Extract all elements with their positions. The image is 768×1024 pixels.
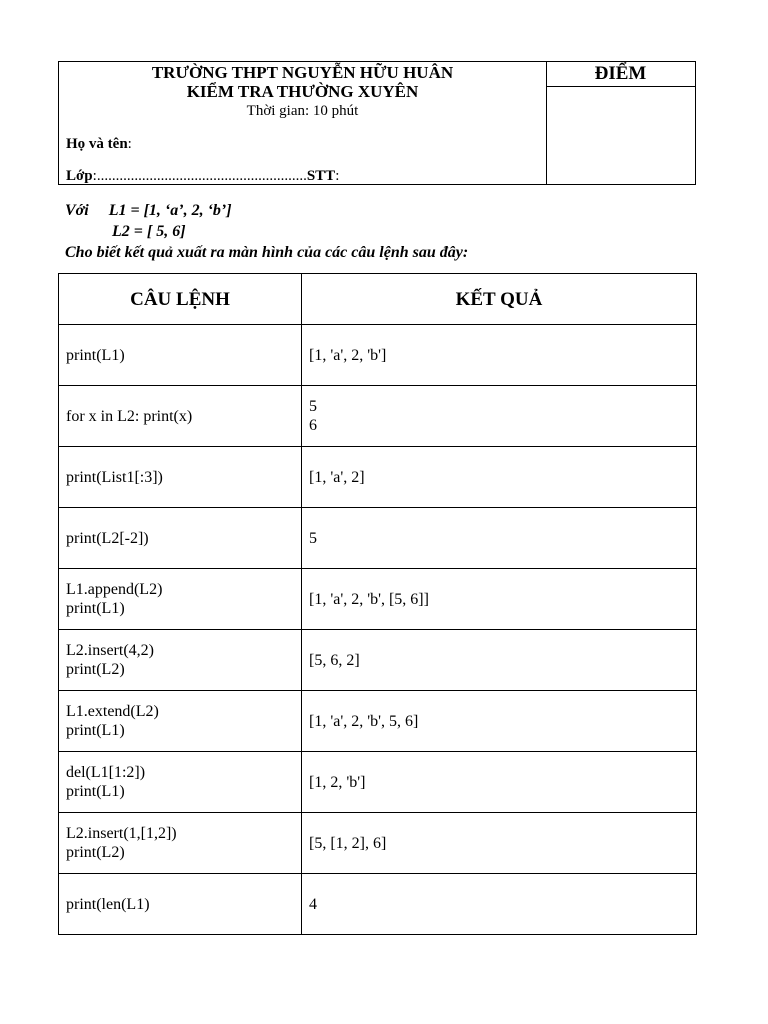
result-line: [1, 2, 'b'] [309,773,366,791]
column-header-command: CÂU LỆNH [59,274,302,325]
exam-header [58,61,696,185]
intro-instruction: Cho biết kết quả xuất ra màn hình của các câu lệnh sau đây: [65,244,469,261]
command-cell [59,508,302,569]
command-line: print(L2) [66,844,125,861]
result-cell[interactable] [302,508,697,569]
command-line: L1.append(L2) [66,581,163,598]
result-line: 5 [309,398,317,415]
column-header-result: KẾT QUẢ [302,274,697,325]
result-line: [1, 'a', 2] [309,468,365,486]
intro-l1-definition: Với L1 = [1, ‘a’, 2, ‘b’] [65,202,232,219]
result-cell[interactable] [302,447,697,508]
class-label: Lớp [66,168,93,184]
class-dots: :........................................................ [92,168,307,184]
result-cell[interactable] [302,386,697,447]
command-line: print(List1[:3]) [66,468,163,486]
table-row [59,630,697,691]
result-line: [1, 'a', 2, 'b'] [309,346,387,364]
command-cell [59,752,302,813]
result-cell[interactable] [302,874,697,935]
command-line: print(L2) [66,661,125,678]
table-row [59,691,697,752]
school-name: TRƯỜNG THPT NGUYỄN HỮU HUÂN [151,63,454,82]
result-cell[interactable] [302,813,697,874]
command-line: print(len(L1) [66,895,150,913]
command-line: print(L1) [66,346,125,364]
result-cell[interactable] [302,752,697,813]
command-line: print(L2[-2]) [66,529,149,547]
answer-table [58,273,697,935]
student-name-field[interactable] [66,135,132,153]
class-stt-field[interactable] [66,167,339,185]
command-line: L2.insert(4,2) [66,642,154,659]
result-cell[interactable] [302,325,697,386]
exam-title: KIỂM TRA THƯỜNG XUYÊN [186,82,419,101]
command-cell [59,325,302,386]
command-cell [59,691,302,752]
result-line: 5 [309,529,317,547]
name-label: Họ và tên [66,136,128,152]
table-row [59,874,697,935]
score-label: ĐIỂM [546,62,695,87]
intro-l2-definition: L2 = [ 5, 6] [112,223,186,240]
table-row [59,447,697,508]
question-intro [65,200,468,263]
exam-duration: Thời gian: 10 phút [246,103,359,119]
command-cell [59,630,302,691]
stt-colon: : [335,168,340,184]
table-row [59,569,697,630]
command-cell [59,569,302,630]
command-cell [59,813,302,874]
name-colon: : [127,136,132,152]
command-cell [59,874,302,935]
result-line: [5, [1, 2], 6] [309,834,387,852]
table-row [59,325,697,386]
result-line: 6 [309,417,317,434]
result-cell[interactable] [302,630,697,691]
result-line: 4 [309,895,317,913]
command-line: del(L1[1:2]) [66,764,146,781]
result-line: [1, 'a', 2, 'b', 5, 6] [309,712,419,730]
command-line: L1.extend(L2) [66,703,159,720]
table-row [59,813,697,874]
result-line: [5, 6, 2] [309,651,360,669]
command-line: print(L1) [66,600,125,617]
command-line: for x in L2: print(x) [66,407,193,425]
result-line: [1, 'a', 2, 'b', [5, 6]] [309,590,429,608]
table-row [59,508,697,569]
command-line: print(L1) [66,722,125,739]
command-line: print(L1) [66,783,125,800]
table-row [59,752,697,813]
command-line: L2.insert(1,[1,2]) [66,825,177,842]
command-cell [59,447,302,508]
stt-label: STT [306,168,336,184]
table-row [59,386,697,447]
command-cell [59,386,302,447]
student-info-section [59,62,547,184]
result-cell[interactable] [302,569,697,630]
table-header-row [59,274,697,325]
result-cell[interactable] [302,691,697,752]
